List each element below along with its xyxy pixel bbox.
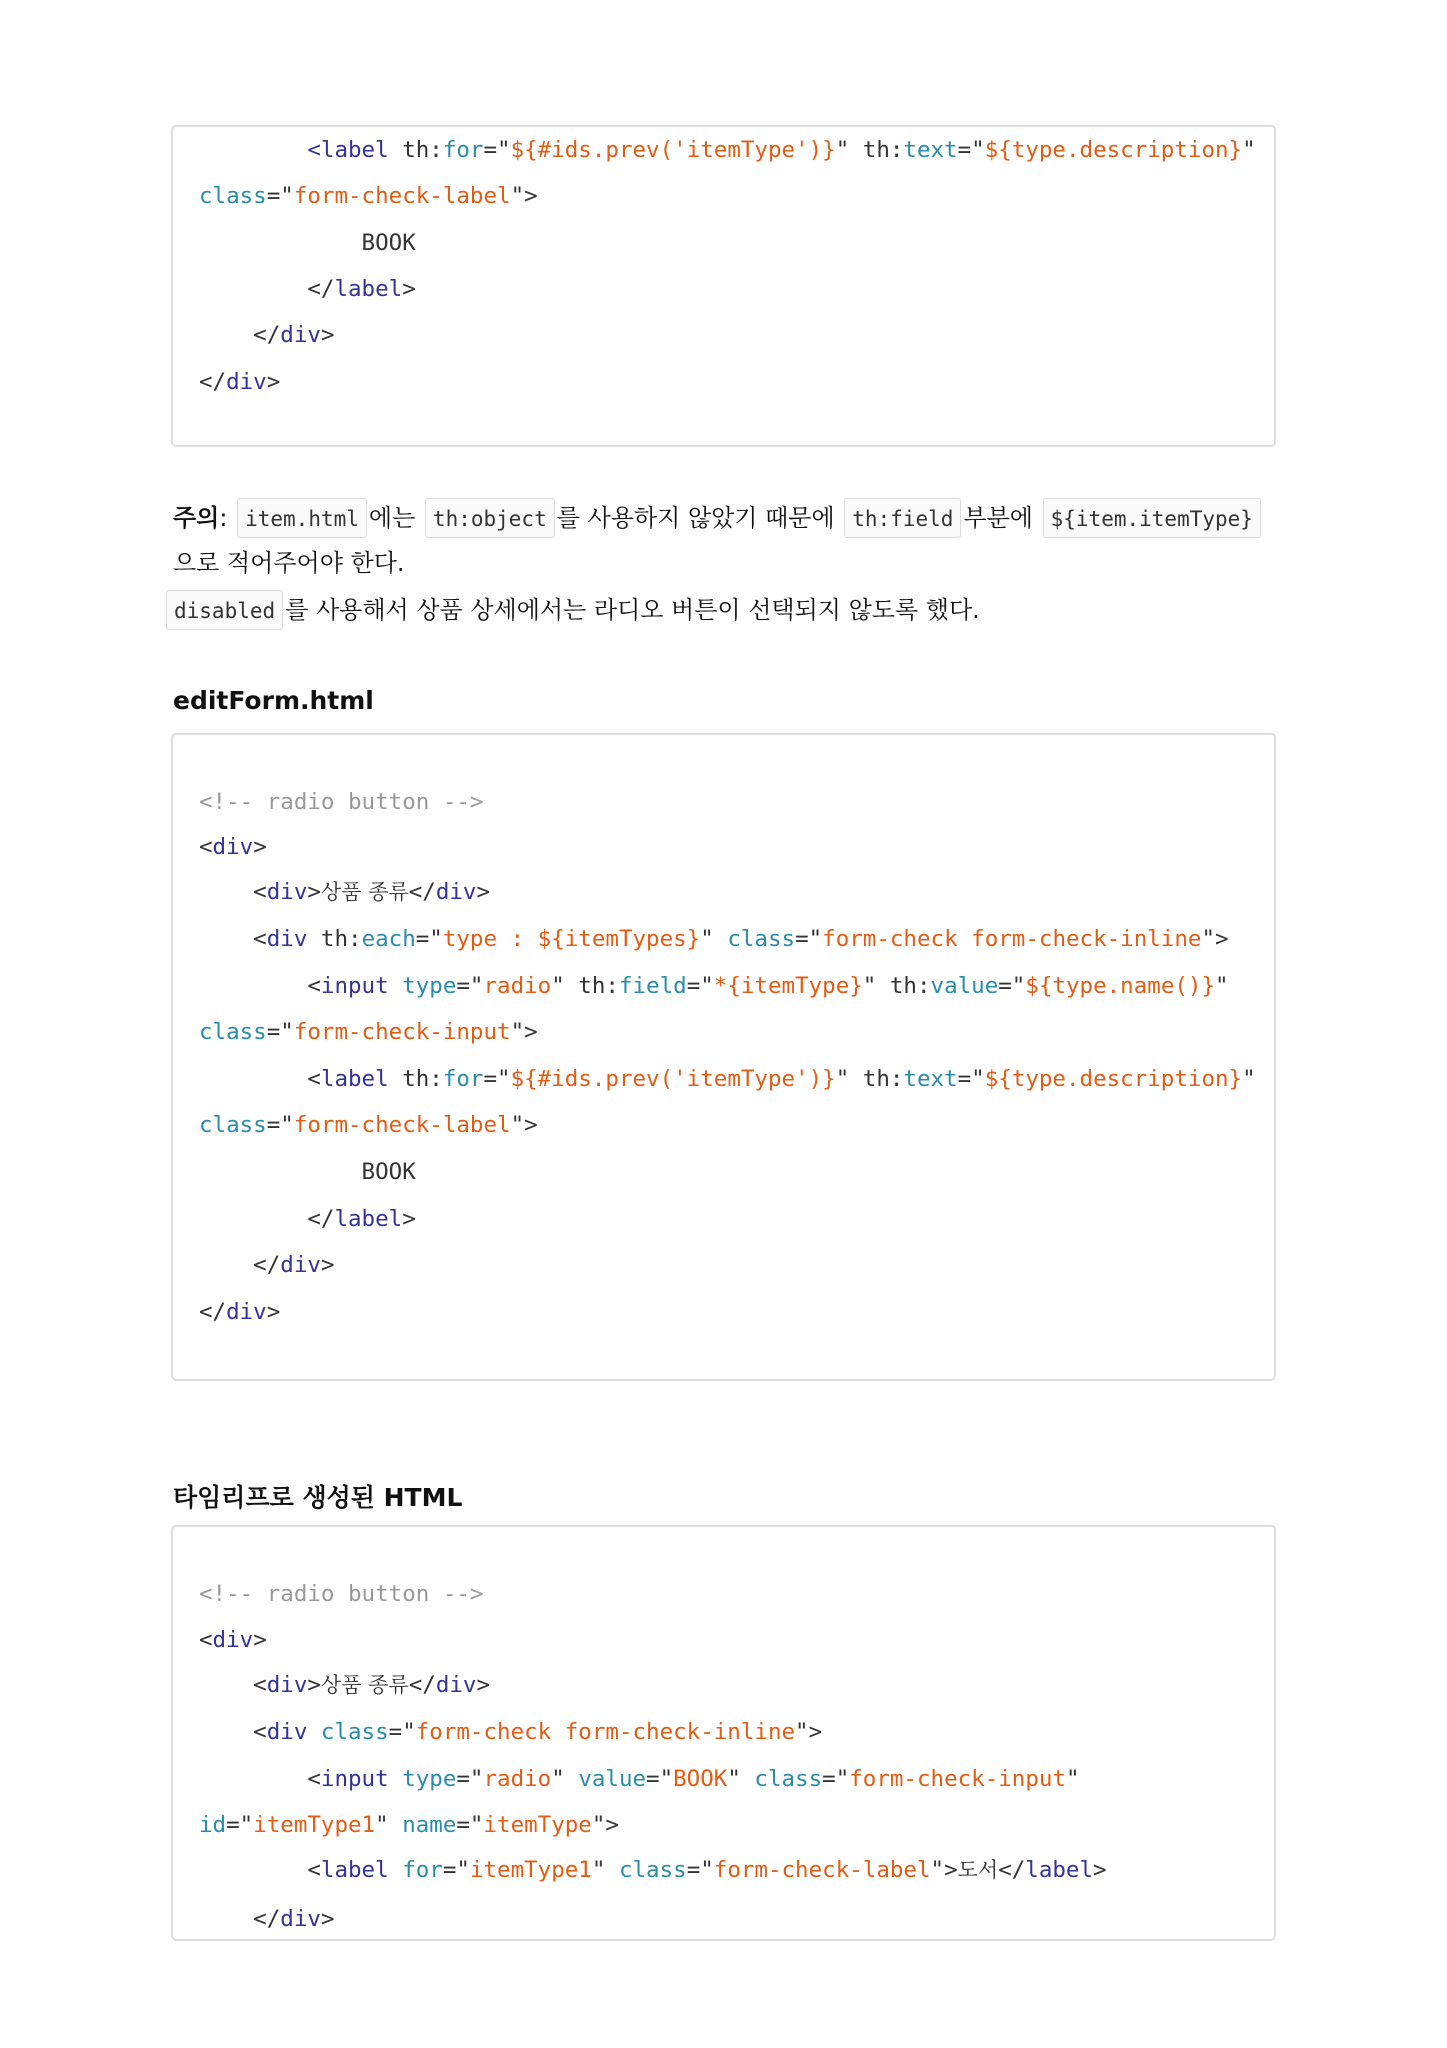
code-text: " th: <box>835 137 904 163</box>
code-text: " th: <box>551 973 619 999</box>
code-text: < <box>199 973 321 999</box>
code-text: "> <box>1201 926 1229 952</box>
code-tag: input <box>320 1766 389 1792</box>
code-text: </ <box>199 1906 281 1932</box>
code-string: *{itemType} <box>713 973 863 999</box>
code-attribute: type <box>402 1766 457 1792</box>
code-line <box>199 1764 1080 1794</box>
code-attribute: class <box>618 1857 687 1883</box>
code-attribute: id <box>199 1812 227 1838</box>
code-text: " <box>1215 973 1229 999</box>
code-text: =" <box>686 973 714 999</box>
code-line <box>199 1204 416 1234</box>
code-text: =" <box>686 1857 714 1883</box>
code-text: </ <box>199 322 281 348</box>
code-tag: label <box>320 1066 389 1092</box>
code-tag: <label <box>307 137 389 163</box>
code-text: </ <box>199 1299 227 1325</box>
inline-code: th:object <box>425 498 555 538</box>
code-text: > <box>253 1627 267 1653</box>
code-attribute: class <box>199 183 267 209</box>
code-comment: <!-- radio button --> <box>199 1581 484 1607</box>
code-text: </ <box>408 1672 436 1698</box>
code-attribute: for <box>442 137 484 163</box>
code-text: =" <box>957 1066 985 1092</box>
code-text: "> <box>930 1857 958 1883</box>
note-paragraph-line1 <box>173 495 1263 539</box>
code-text: < <box>199 1066 321 1092</box>
code-string: BOOK <box>673 1766 728 1792</box>
code-string: form-check form-check-inline <box>822 926 1202 952</box>
code-line <box>199 1250 334 1280</box>
inline-code: disabled <box>166 590 283 630</box>
code-line <box>199 971 1229 1001</box>
code-text: > <box>266 1299 281 1325</box>
code-text: > <box>402 1206 416 1232</box>
code-string: ${#ids.prev('itemType')} <box>510 1066 836 1092</box>
code-text: th: <box>307 926 362 952</box>
code-attribute: for <box>442 1066 484 1092</box>
code-tag: div <box>280 322 321 348</box>
inline-code: th:field <box>844 498 961 538</box>
code-text: < <box>199 834 213 860</box>
code-text: < <box>199 1857 321 1883</box>
code-text: > <box>402 276 416 302</box>
code-text: =" <box>266 183 294 209</box>
code-attribute: name <box>402 1812 457 1838</box>
code-text <box>199 137 307 163</box>
code-attribute: class <box>199 1112 267 1138</box>
code-text: =" <box>456 1766 484 1792</box>
code-text: =" <box>483 137 511 163</box>
code-text: =" <box>456 1812 484 1838</box>
code-text: th: <box>388 1066 443 1092</box>
code-tag: input <box>320 973 389 999</box>
code-text <box>389 973 403 999</box>
code-tag: label <box>320 1857 389 1883</box>
code-text: > <box>476 1672 491 1698</box>
note-text: 부분에 <box>963 504 1033 532</box>
code-block-editform <box>171 733 1276 1381</box>
code-attribute: value <box>930 973 999 999</box>
code-string: radio <box>483 1766 552 1792</box>
code-text: "> <box>510 1019 538 1045</box>
code-string: type : ${itemTypes} <box>442 926 701 952</box>
code-tag: div <box>435 1672 477 1698</box>
code-text: > <box>266 369 281 395</box>
code-line <box>199 228 416 258</box>
code-line <box>199 181 538 211</box>
code-text <box>307 1719 321 1745</box>
code-text: > <box>307 1672 321 1698</box>
code-comment: <!-- radio button --> <box>199 789 484 815</box>
code-text: > <box>253 834 267 860</box>
code-text: " <box>1066 1766 1080 1792</box>
code-line <box>199 832 267 862</box>
code-text: " <box>591 1857 619 1883</box>
code-text: < <box>199 1766 321 1792</box>
code-text: "> <box>510 1112 538 1138</box>
code-string: form-check-input <box>849 1766 1066 1792</box>
code-string: itemType1 <box>253 1812 376 1838</box>
section-heading-editform: editForm.html <box>173 686 374 715</box>
code-text: </ <box>998 1857 1026 1883</box>
note-colon: : <box>219 504 228 532</box>
code-string: form-check-label <box>293 1112 511 1138</box>
code-text <box>389 1766 403 1792</box>
code-line <box>199 1625 267 1655</box>
code-string: itemType1 <box>469 1857 592 1883</box>
code-text: " <box>1242 1066 1256 1092</box>
code-text: =" <box>646 1766 674 1792</box>
code-attribute: field <box>618 973 687 999</box>
code-text: " <box>727 1766 755 1792</box>
code-text: < <box>199 879 267 905</box>
code-tag: div <box>266 1672 308 1698</box>
code-string: ${#ids.prev('itemType')} <box>510 137 836 163</box>
code-line <box>199 787 483 817</box>
code-string: ${type.description} <box>984 1066 1243 1092</box>
code-tag: div <box>226 369 267 395</box>
code-text: 상품 종류 <box>320 1673 409 1697</box>
code-line <box>199 367 280 397</box>
code-text: BOOK <box>199 1159 416 1185</box>
code-line <box>199 1855 1107 1885</box>
code-text: < <box>199 1719 267 1745</box>
code-text: > <box>320 322 335 348</box>
code-string: form-check-label <box>713 1857 931 1883</box>
code-text: BOOK <box>199 230 416 256</box>
code-tag: div <box>226 1299 267 1325</box>
code-tag: div <box>212 834 254 860</box>
code-text: =" <box>998 973 1026 999</box>
code-text: " <box>551 1766 579 1792</box>
code-text: =" <box>456 973 484 999</box>
code-attribute: text <box>903 1066 958 1092</box>
code-attribute: text <box>903 137 958 163</box>
code-text: < <box>199 1627 213 1653</box>
code-text: < <box>199 926 267 952</box>
code-attribute: class <box>727 926 796 952</box>
code-attribute: for <box>402 1857 443 1883</box>
code-attribute: each <box>361 926 416 952</box>
code-text: < <box>199 1672 267 1698</box>
note-paragraph-line3 <box>164 587 980 631</box>
code-text: "> <box>795 1719 823 1745</box>
note-paragraph-line2 <box>173 540 405 584</box>
code-text: "> <box>591 1812 619 1838</box>
code-text: =" <box>266 1019 294 1045</box>
code-text: " <box>375 1812 403 1838</box>
code-text: </ <box>199 1252 281 1278</box>
note-text: 에는 <box>368 504 416 532</box>
code-text <box>389 1857 403 1883</box>
code-line <box>199 1064 1256 1094</box>
code-line <box>199 1297 280 1327</box>
code-line <box>199 924 1229 954</box>
code-line <box>199 1157 416 1187</box>
code-tag: div <box>212 1627 254 1653</box>
code-text: =" <box>415 926 443 952</box>
code-text: > <box>307 879 321 905</box>
code-tag: label <box>334 1206 403 1232</box>
code-text: " th: <box>862 973 931 999</box>
code-text: =" <box>957 137 985 163</box>
code-text: =" <box>483 1066 511 1092</box>
code-tag: div <box>266 1719 308 1745</box>
code-line <box>199 1717 822 1747</box>
code-attribute: class <box>199 1019 267 1045</box>
note-text: 으로 적어주어야 한다. <box>173 549 405 577</box>
code-text: =" <box>442 1857 470 1883</box>
code-line <box>199 877 490 907</box>
code-line <box>199 1670 490 1700</box>
code-text: </ <box>199 369 227 395</box>
note-text: 를 사용하지 않았기 때문에 <box>556 504 835 532</box>
code-text: > <box>320 1252 335 1278</box>
code-tag: div <box>266 926 308 952</box>
code-attribute: class <box>320 1719 389 1745</box>
code-string: radio <box>483 973 552 999</box>
code-tag: label <box>1025 1857 1094 1883</box>
code-text: 도서 <box>957 1858 999 1882</box>
code-line <box>199 1017 538 1047</box>
code-line <box>199 1904 334 1934</box>
code-line <box>199 1810 619 1840</box>
code-text: </ <box>199 1206 335 1232</box>
code-line <box>199 320 334 350</box>
code-text: 상품 종류 <box>320 880 409 904</box>
code-attribute: class <box>754 1766 823 1792</box>
code-text: =" <box>226 1812 254 1838</box>
code-string: ${type.name()} <box>1025 973 1216 999</box>
code-text: </ <box>199 276 335 302</box>
code-block-generated-html <box>171 1525 1276 1941</box>
code-text: " <box>700 926 728 952</box>
code-block-radio-snippet <box>171 125 1276 447</box>
code-text: " th: <box>835 1066 904 1092</box>
code-tag: div <box>280 1252 321 1278</box>
code-attribute: value <box>578 1766 647 1792</box>
code-tag: div <box>266 879 308 905</box>
code-string: form-check-input <box>293 1019 511 1045</box>
code-text: =" <box>388 1719 416 1745</box>
code-text: > <box>320 1906 335 1932</box>
code-text: "> <box>510 183 538 209</box>
code-line <box>199 1110 538 1140</box>
code-text: th: <box>388 137 443 163</box>
code-attribute: type <box>402 973 457 999</box>
code-string: itemType <box>483 1812 592 1838</box>
note-text: 를 사용해서 상품 상세에서는 라디오 버튼이 선택되지 않도록 했다. <box>285 596 980 624</box>
code-line <box>199 135 1256 165</box>
code-tag: div <box>280 1906 321 1932</box>
code-line <box>199 274 416 304</box>
code-line <box>199 1579 483 1609</box>
code-tag: label <box>334 276 403 302</box>
code-string: form-check-label <box>293 183 511 209</box>
code-text: > <box>476 879 491 905</box>
code-string: form-check form-check-inline <box>415 1719 796 1745</box>
code-tag: div <box>435 879 477 905</box>
code-text: =" <box>795 926 823 952</box>
code-text: " <box>1242 137 1256 163</box>
code-text: =" <box>266 1112 294 1138</box>
code-text: > <box>1093 1857 1107 1883</box>
code-text: </ <box>408 879 436 905</box>
section-heading-generated-html: 타임리프로 생성된 HTML <box>173 1483 463 1512</box>
inline-code: ${item.itemType} <box>1043 498 1261 538</box>
inline-code: item.html <box>237 498 367 538</box>
note-label: 주의 <box>173 504 220 532</box>
code-string: ${type.description} <box>984 137 1243 163</box>
code-text: =" <box>822 1766 850 1792</box>
